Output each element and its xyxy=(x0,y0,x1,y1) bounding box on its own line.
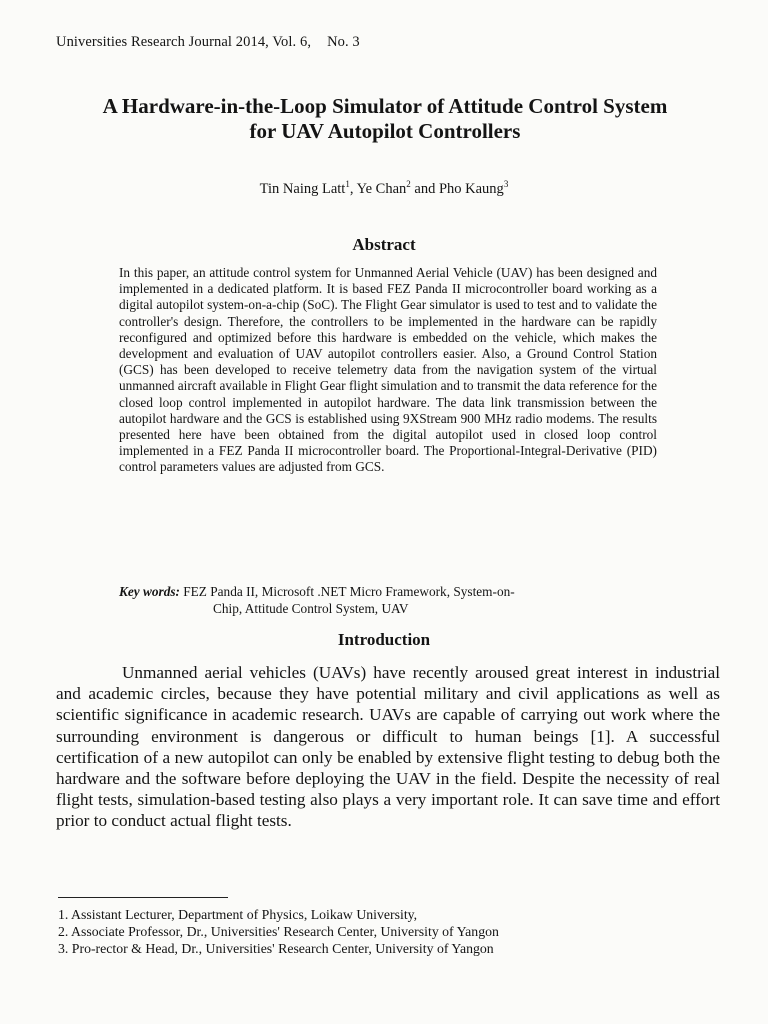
author-affiliation-mark: 1 xyxy=(345,179,350,190)
author-name: Tin Naing Latt xyxy=(259,181,346,197)
title-line-2: for UAV Autopilot Controllers xyxy=(249,119,521,143)
journal-header xyxy=(56,34,360,51)
author-affiliation-mark: 3 xyxy=(503,179,509,190)
introduction-heading: Introduction xyxy=(337,630,431,649)
introduction-text: Unmanned aerial vehicles (UAVs) have recently aroused great interest in industrial and academic circles, because they have potential military and civil applications as well as scientific significance in academic research. UAVs are capable of carrying out work where the surrounding environment is dangerous or difficult to human beings [1]. A successful certification of a new autopilot can only be enabled by extensive flight testing to debug both the hardware and the software before deploying the UAV in the field. Despite the necessity of real flight tests, simulation-based testing also plays a very important role. It can save time and effort prior to conduct actual flight tests. xyxy=(56,663,720,831)
journal-issue: No. 3 xyxy=(327,34,360,50)
footnote-item: 3. Pro-rector & Head, Dr., Universities' Research Center, University of Yangon xyxy=(58,941,494,956)
author-list xyxy=(0,181,768,198)
footnote-item: 1. Assistant Lecturer, Department of Physics, Loikaw University, xyxy=(58,907,418,922)
author-name: Ye Chan xyxy=(356,181,407,197)
keywords xyxy=(119,583,659,617)
footnote-list xyxy=(58,906,718,957)
abstract-text: In this paper, an attitude control system for Unmanned Aerial Vehicle (UAV) has been designed and implemented in a dedicated platform. It is based FEZ Panda II microcontroller board working as a digital autopilot system-on-a-chip (SoC). The Flight Gear simulator is used to test and to validate the controller's design. Therefore, the controllers to be implemented in the hardware can be rapidly reconfigured and optimized before this hardware is embedded on the vehicle, which makes the development and evaluation of UAV autopilot controllers easier. Also, a Ground Control Station (GCS) has been developed to receive telemetry data from the navigation system of the virtual unmanned aircraft available in Flight Gear flight simulation and to transmit the data reference for the closed loop control implemented in autopilot hardware. The data link transmission between the autopilot hardware and the GCS is established using 9XStream 900 MHz radio modems. The results presented here have been obtained from the digital autopilot used in closed loop control implemented in a FEZ Panda II microcontroller board. The Proportional-Integral-Derivative (PID) control parameters values are adjusted from GCS. xyxy=(119,265,657,475)
footnote-divider xyxy=(58,897,228,898)
author-separator: , xyxy=(349,181,357,197)
keywords-label: Key words: xyxy=(119,584,180,599)
footnote-item: 2. Associate Professor, Dr., Universities' Research Center, University of Yangon xyxy=(58,924,499,939)
journal-citation: Universities Research Journal 2014, Vol. 6, xyxy=(56,34,312,50)
paper-title xyxy=(40,94,730,144)
keywords-line-2: Chip, Attitude Control System, UAV xyxy=(213,601,409,616)
author-affiliation-mark: 2 xyxy=(406,179,411,190)
abstract-heading: Abstract xyxy=(352,235,416,254)
author-separator: and xyxy=(410,181,439,197)
author-name: Pho Kaung xyxy=(438,181,504,197)
keywords-line-1: FEZ Panda II, Microsoft .NET Micro Framework, System-on- xyxy=(183,584,515,599)
title-line-1: A Hardware-in-the-Loop Simulator of Attitude Control System xyxy=(102,94,668,118)
